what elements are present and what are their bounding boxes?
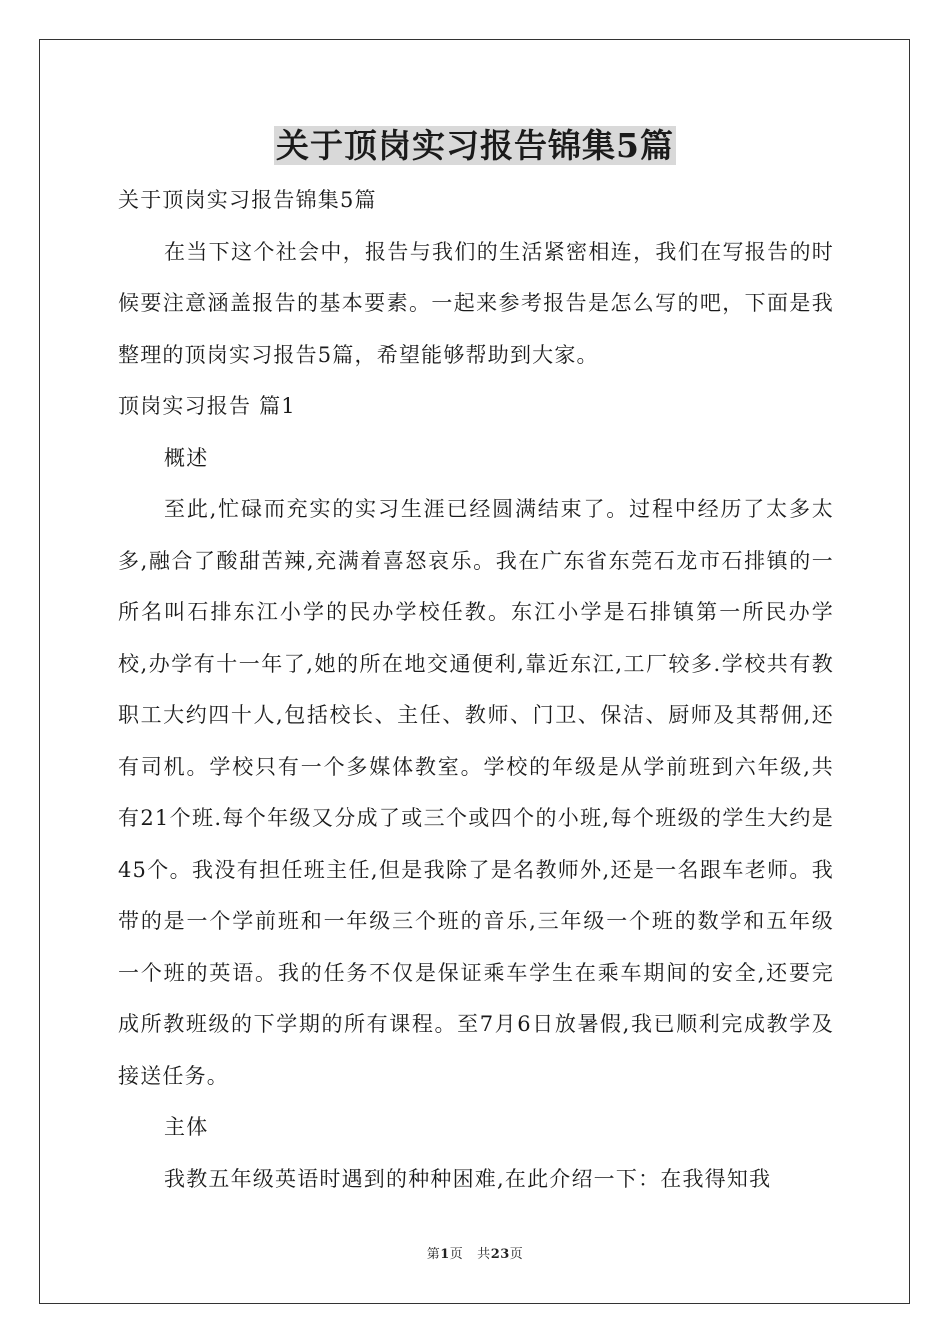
total-pages: 23 xyxy=(490,1247,510,1262)
page-number: 1 xyxy=(440,1247,450,1262)
document-title xyxy=(0,124,950,168)
total-suffix: 页 xyxy=(509,1247,524,1262)
page-prefix: 第 xyxy=(426,1247,441,1262)
page-suffix: 页 xyxy=(449,1247,464,1262)
overview-paragraph: 至此,忙碌而充实的实习生涯已经圆满结束了。过程中经历了太多太多,融合了酸甜苦辣,充满着喜怒哀乐。我在广东省东莞石龙市石排镇的一所名叫石排东江小学的民办学校任教。东江小学是石排镇第一所民办学校,办学有十一年了,她的所在地交通便利,靠近东江,工厂较多.学校共有教职工大约四十人,包括校长、主任、教师、门卫、保洁、厨师及其帮佣,还有司机。学校只有一个多媒体教室。学校的年级是从学前班到六年级,共有21个班.每个年级又分成了或三个或四个的小班,每个班级的学生大约是45个。我没有担任班主任,但是我除了是名教师外,还是一名跟车老师。我带的是一个学前班和一年级三个班的音乐,三年级一个班的数学和五年级一个班的英语。我的任务不仅是保证乘车学生在乘车期间的安全,还要完成所教班级的下学期的所有课程。至7月6日放暑假,我已顺利完成教学及接送任务。 xyxy=(118,497,834,1088)
page-footer xyxy=(0,1246,950,1264)
body-heading: 主体 xyxy=(164,1115,209,1139)
overview-heading: 概述 xyxy=(164,445,209,470)
document-title-text: 关于顶岗实习报告锦集5篇 xyxy=(276,126,674,165)
document-body xyxy=(118,175,834,1205)
body-paragraph: 我教五年级英语时遇到的种种困难,在此介绍一下：在我得知我 xyxy=(164,1166,772,1191)
document-subtitle: 关于顶岗实习报告锦集5篇 xyxy=(118,188,377,212)
intro-paragraph: 在当下这个社会中，报告与我们的生活紧密相连，我们在写报告的时候要注意涵盖报告的基本要素。一起来参考报告是怎么写的吧，下面是我整理的顶岗实习报告5篇，希望能够帮助到大家。 xyxy=(118,239,834,367)
section-heading: 顶岗实习报告 篇1 xyxy=(118,394,296,418)
total-prefix: 共 xyxy=(477,1247,491,1262)
